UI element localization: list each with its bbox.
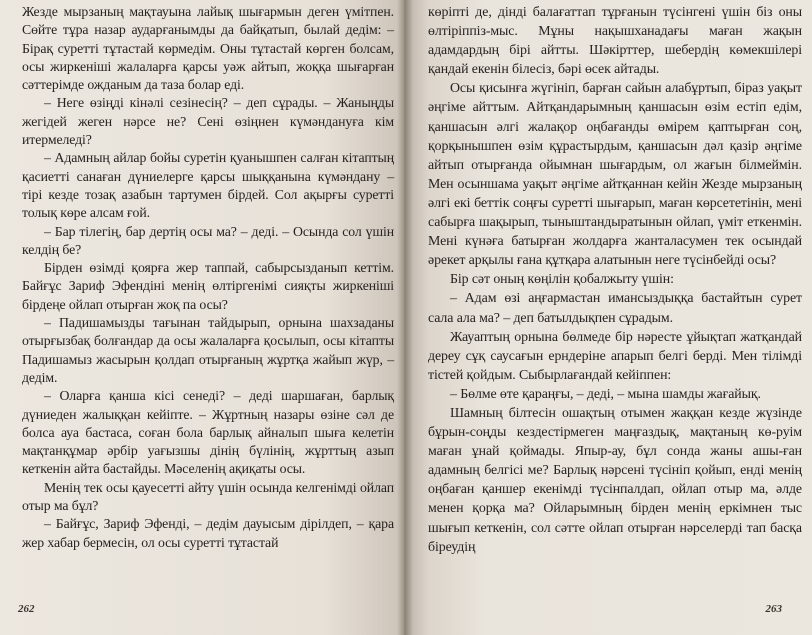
paragraph: Осы қисынға жүгініп, барған сайын алабұртып, біраз уақыт әңгіме айттым. Айтқандарымның қаншасын өзім естіп едім, қаншасын әлгі жалақор оңбағанды өмірем қаптырған соң, қорқынышпен өзім құрастырдым, қаншасын дәл қазір әңгіме айтып отырғанда ойымнан шығардым, ол жағын білмеймін. Мен осыншама уақыт әңгіме айтқаннан кейін Жезде мырзаның әлгі екі беттік соңғы суретті шығарып, маған көрсететінін, мені сабырға шақырып, тыныштандыратынын ойлап, үміт еткенмін. Мені күнәға батырған жолдарға жанталасумен тек осындай әрекет арқылы ғана құтқара алатынын неге түсінбейді осы? xyxy=(428,81,802,269)
paragraph: – Оларға қанша кісі сенеді? – деді шаршаған, барлық дүниеден жалыққан кейіпте. – Жұртның назары өзіне сәл де болса ауа бастаса, соған бола барлық айналып шыға келетін мақтанқұмар әрбір уағызшы дінің бүлінің, жұрттың азып кеткенін айта бастайды. Мәселенің ақиқаты осы. xyxy=(22,388,394,477)
paragraph: – Бар тілегің, бар дертің осы ма? – деді. – Осында сол үшін келдің бе? xyxy=(22,223,394,257)
paragraph: – Адам өзі аңғармастан имансыздыққа бастайтын сурет сала ала ма? – деп батылдықпен сұрадым. xyxy=(428,291,802,326)
paragraph: – Бөлме өте қараңғы, – деді, – мына шамды жағайық. xyxy=(450,386,761,402)
left-page xyxy=(0,0,404,635)
page-number-left: 262 xyxy=(18,603,35,615)
paragraph: – Падишамызды тағынан тайдырып, орнына шахзаданы отырғызбақ болғандар да осы жалаларға қосылып, осы кітапты Падишамыз жасырын қолдап отырғаның жұртқа жайып жүр, – дедім. xyxy=(22,315,394,385)
paragraph: Менің тек осы қауесетті айту үшін осында келгенімді ойлап отыр ма бұл? xyxy=(22,479,394,514)
paragraph: көріпті де, дінді балағаттап тұрғанын түсінгені үшін біз оны өлтіріппіз-мыс. Мұны нақышханадағы маған жақын адамдардың бірі айтты. Шәкірттер, шебердің көмекшілері қандай екенін білесіз, бәрі өсек айтады. xyxy=(428,5,802,78)
paragraph: Бірден өзімді қоярға жер таппай, сабырсызданып кеттім. Байғұс Зариф Эфендіні менің өлтіргенімі сияқты жиркеніші бірдеңе ойлап отырған жоқ па осы? xyxy=(22,260,394,312)
paragraph: Шамның білтесін ошақтың отымен жаққан кезде жүзінде бұрын-соңды кездестірмеген маңғаздық, мақтаның кө-руім маған ұнай қоймады. Япыр-ау, бұл сонда жаны ашы-ған адамның белгісі ме? Барлық нәрсені түсініп қойып, енді менің оңбаған қаншер екенімді түсінпалдап, ойлап отыр ма, әлде менен қорқа ма? Ойларымның бірден менің еркімнен тыс шығып кеткенін, сол сәтте ойлап отырған нәрселерді тап басқа біреудің xyxy=(428,405,802,555)
paragraph: Жезде мырзаның мақтауына лайық шығармын деген үмітпен. Сөйте тұра назар аударғанымды да байқатып, былай дедім: – Бірақ суретті тұтастай көрмедім. Оны тұтастай көрген болсам, осы жиркеніші жалаларға қарсы уәж айтып, жоққа шығарған сәттерімде ожданым да таза болар еді. xyxy=(22,4,394,93)
paragraph: – Байғұс, Зариф Эфенді, – дедім дауысым дірілдеп, – қара жер хабар бермесін, ол осы суретті тұтастай xyxy=(22,516,394,550)
page-number-right: 263 xyxy=(765,603,782,615)
paragraph: – Неге өзіңді кінәлі сезінесің? – деп сұрады. – Жаныңды жегідей жеген нәрсе не? Сені өзіңнен күмәндануға кім итермеледі? xyxy=(22,95,394,148)
paragraph: Бір сәт оның көңілін қобалжыту үшін: xyxy=(450,272,674,288)
paragraph: – Адамның айлар бойы суретін қуанышпен салған кітаптың қасиетті санаған дүниелерге қарсы шыққанына күмәндану – тірі кезде тозақ азабын тартумен бірдей. Сол ақырғы суретті толық көре алсам ғой. xyxy=(22,150,394,221)
right-page-text xyxy=(428,3,802,557)
book-gutter xyxy=(397,0,413,635)
paragraph: Жауаптың орнына бөлмеде бір нәресте ұйықтап жатқандай дереу сұқ саусағын ерндеріне апарып белгі берді. Мен тілімді тістей қойдым. Сыбырлағандай кейіппен: xyxy=(428,329,802,383)
left-page-text xyxy=(22,3,394,552)
right-page xyxy=(404,0,812,635)
